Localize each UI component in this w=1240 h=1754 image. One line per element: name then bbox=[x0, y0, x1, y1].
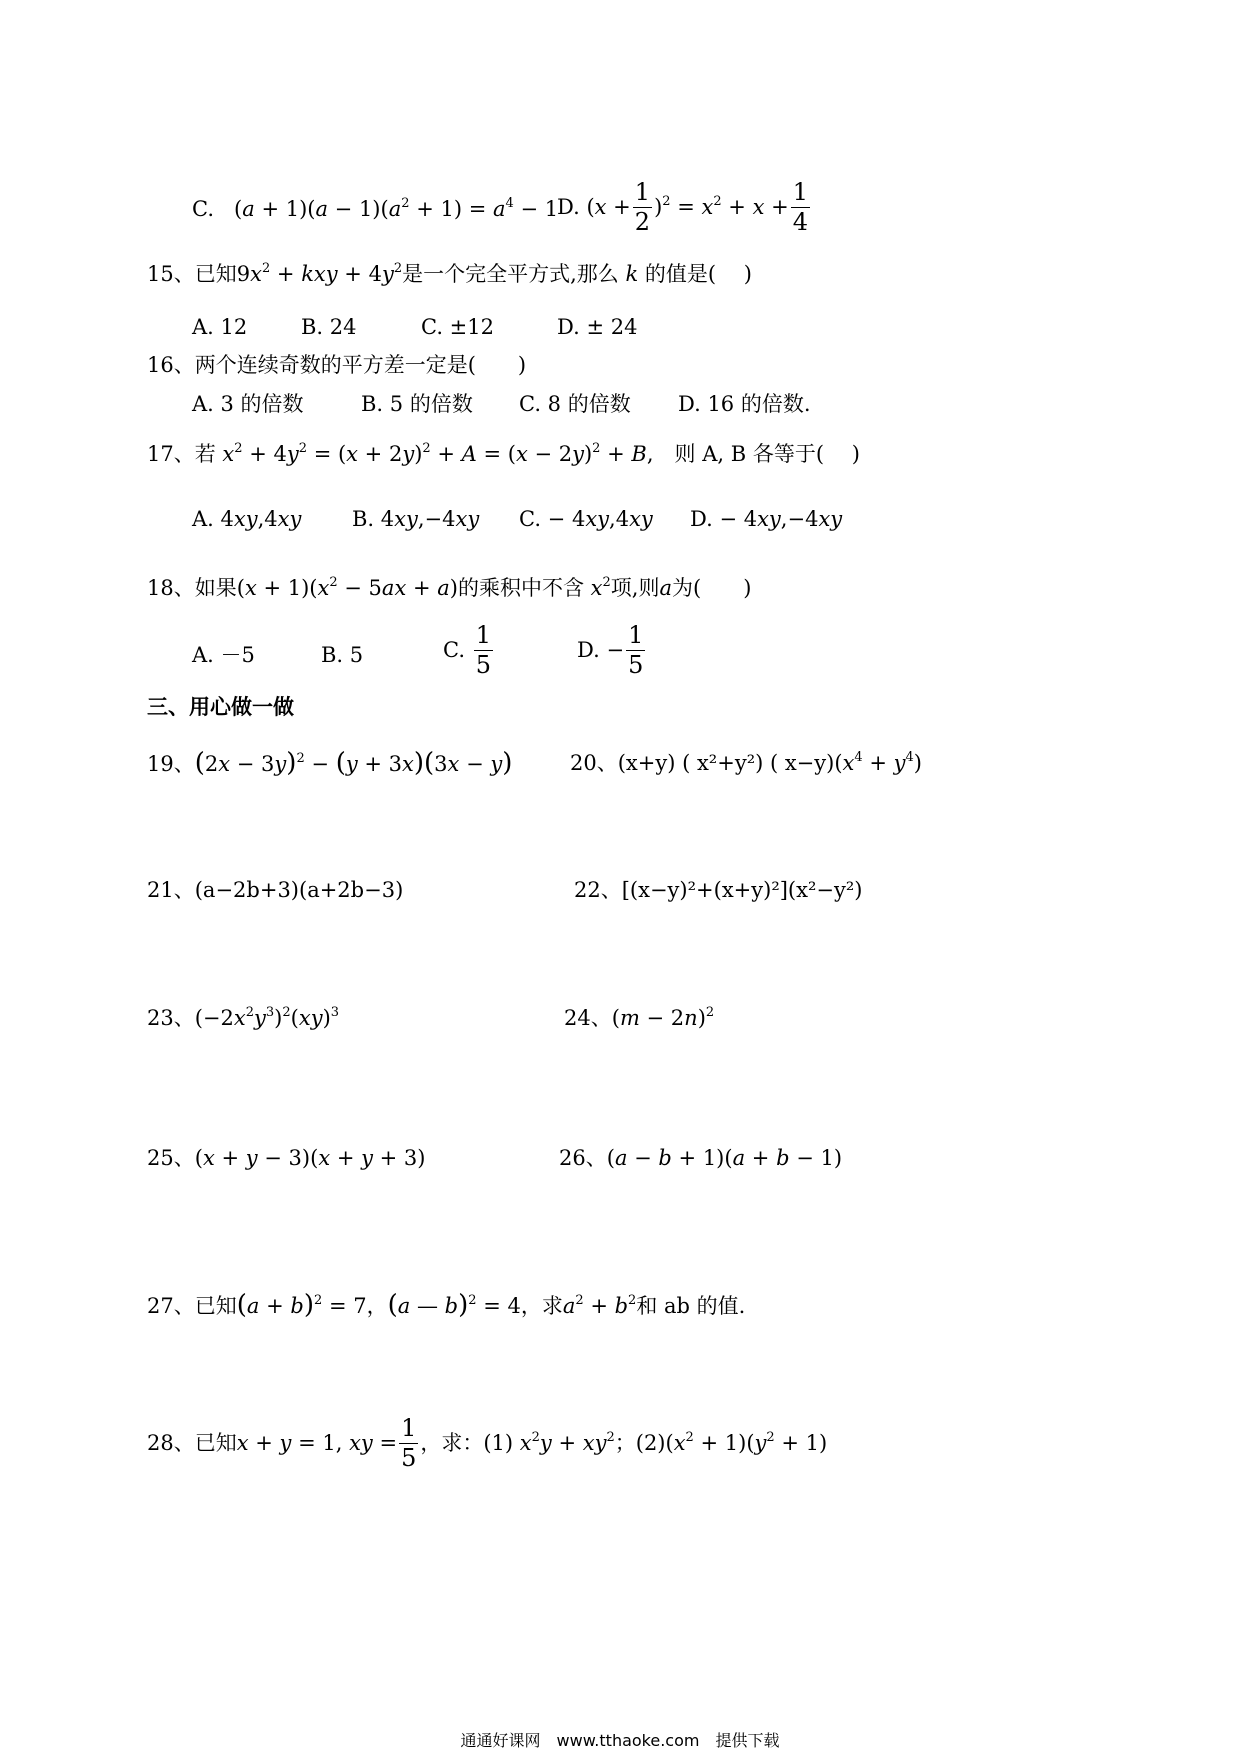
q28-expr1: x + y = 1, xy = bbox=[236, 1431, 398, 1456]
q26: 26、(a − b + 1)(a + b − 1) bbox=[559, 1146, 843, 1170]
q18-expr: $(x + 1)(x^2 - 5ax + a)$ bbox=[236, 575, 458, 600]
q26-expr: (a − b + 1)(a + b − 1) bbox=[606, 1146, 843, 1170]
q18-option-c: C. $\frac{1}{5}$ bbox=[443, 621, 491, 680]
q14-option-c-expr: $(a + 1)(a - 1)(a^2 + 1) = a^4 - 1$ bbox=[234, 196, 559, 221]
q14-option-d: D. (x + $\frac{1}{2}$ )$^2 = x^2 + x$ + $\frac{1}{4}$ bbox=[557, 178, 808, 237]
q18-option-d: D. − $\frac{1}{5}$ bbox=[577, 621, 644, 680]
q27-expr1: $(a + b)^2 = 7$ bbox=[236, 1290, 367, 1320]
q28-fraction: $\frac{1}{5}$ bbox=[401, 1414, 417, 1473]
q25-expr: (x + y − 3)(x + y + 3) bbox=[194, 1146, 426, 1170]
q17-option-d: D. − 4xy,−4xy bbox=[690, 507, 843, 531]
q23: 23、$(-2x^2y^3)^2(xy)^3$ bbox=[147, 1005, 340, 1030]
q15-option-b: B. 24 bbox=[301, 315, 357, 339]
q14-fraction-quarter: $\frac{1}{4}$ bbox=[792, 178, 808, 237]
q20: 20、(x+y) ( x²+y²) ( $x-y)(x^4 + y^4)$ bbox=[570, 750, 922, 775]
q28-expr2: $x^2y + xy^2$ bbox=[519, 1430, 615, 1456]
q16-option-b: B. 5 的倍数 bbox=[361, 392, 473, 416]
q16-option-c: C. 8 的倍数 bbox=[519, 392, 631, 416]
q19: 19、$(2x - 3y)^2 - (y + 3x)(3x - y)$ bbox=[147, 748, 513, 778]
q23-expr: $(-2x^2y^3)^2(xy)^3$ bbox=[194, 1005, 340, 1030]
q27: 27、已知$(a + b)^2 = 7$，(a — b)$^2$ = 4，求$a^2 + b^2$和 ab 的值. bbox=[147, 1290, 746, 1320]
q15-option-d: D. ± 24 bbox=[557, 315, 638, 339]
q17-option-b: B. 4xy,−4xy bbox=[352, 507, 480, 531]
q16-option-a: A. 3 的倍数 bbox=[192, 392, 304, 416]
q28-expr3: $(x^2 + 1)(y^2 + 1)$ bbox=[665, 1430, 828, 1456]
q28: 28、已知x + y = 1, xy = $\frac{1}{5}$ ，求：(1) $x^2y + xy^2$；$(2)(x^2 + 1)(y^2 + 1)$ bbox=[147, 1414, 828, 1473]
q18-option-a: A. －5 bbox=[192, 643, 255, 667]
q14-fraction-half: $\frac{1}{2}$ bbox=[634, 178, 651, 237]
q20-tail: $(x^4 + y^4)$ bbox=[834, 750, 922, 775]
q22: 22、[(x−y)²+(x+y)²](x²−y²) bbox=[574, 878, 863, 902]
q17-stem: 17、若 $x^2 + 4y^2 = (x + 2y)^2 + A = (x - 2y)^2 + B$, 则 A, B 各等于( ) bbox=[147, 441, 860, 466]
q14-option-c: C. $(a + 1)(a - 1)(a^2 + 1) = a^4 - 1$ bbox=[192, 196, 559, 221]
q25: 25、(x + y − 3)(x + y + 3) bbox=[147, 1146, 426, 1170]
q27-expr2: (a — b)$^2$ = 4 bbox=[387, 1290, 521, 1320]
q14-option-d-expr: (x + bbox=[586, 195, 631, 220]
q15-k: k bbox=[618, 262, 645, 286]
q18-a: a bbox=[659, 576, 673, 600]
q18-fraction-c: $\frac{1}{5}$ bbox=[475, 621, 491, 680]
section-title: 三、用心做一做 bbox=[147, 695, 294, 719]
q15-stem: 15、已知$9x^2$ + kxy + $4y^2$是一个完全平方式,那么 k 的值是( ) bbox=[147, 261, 752, 286]
q21: 21、(a−2b+3)(a+2b−3) bbox=[147, 878, 404, 902]
q17-option-a: A. 4xy,4xy bbox=[192, 507, 302, 531]
q16-stem: 16、两个连续奇数的平方差一定是( ) bbox=[147, 353, 527, 377]
q18-option-b: B. 5 bbox=[321, 643, 364, 667]
q15-expr: $9x^2$ + kxy + $4y^2$ bbox=[236, 261, 403, 286]
q16-option-d: D. 16 的倍数. bbox=[678, 392, 811, 416]
q15-option-c: C. ±12 bbox=[421, 315, 494, 339]
q18-fraction-d: $\frac{1}{5}$ bbox=[628, 621, 644, 680]
q18-stem: 18、如果$(x + 1)(x^2 - 5ax + a)$的乘积中不含 $x^2$项,则a为( ) bbox=[147, 575, 752, 600]
q15-option-a: A. 12 bbox=[192, 315, 248, 339]
q17-expr: $x^2 + 4y^2 = (x + 2y)^2 + A = (x - 2y)^2 + B$, bbox=[222, 441, 654, 466]
q19-expr: $(2x - 3y)^2 - (y + 3x)(3x - y)$ bbox=[194, 748, 513, 778]
q17-option-c: C. − 4xy,4xy bbox=[519, 507, 653, 531]
footer-source: 通通好课网 www.tthaoke.com 提供下载 bbox=[460, 1731, 780, 1750]
q27-expr3: $a^2 + b^2$ bbox=[562, 1293, 637, 1318]
q24-expr: $(m - 2n)^2$ bbox=[611, 1005, 715, 1030]
q24: 24、$(m - 2n)^2$ bbox=[564, 1005, 715, 1030]
